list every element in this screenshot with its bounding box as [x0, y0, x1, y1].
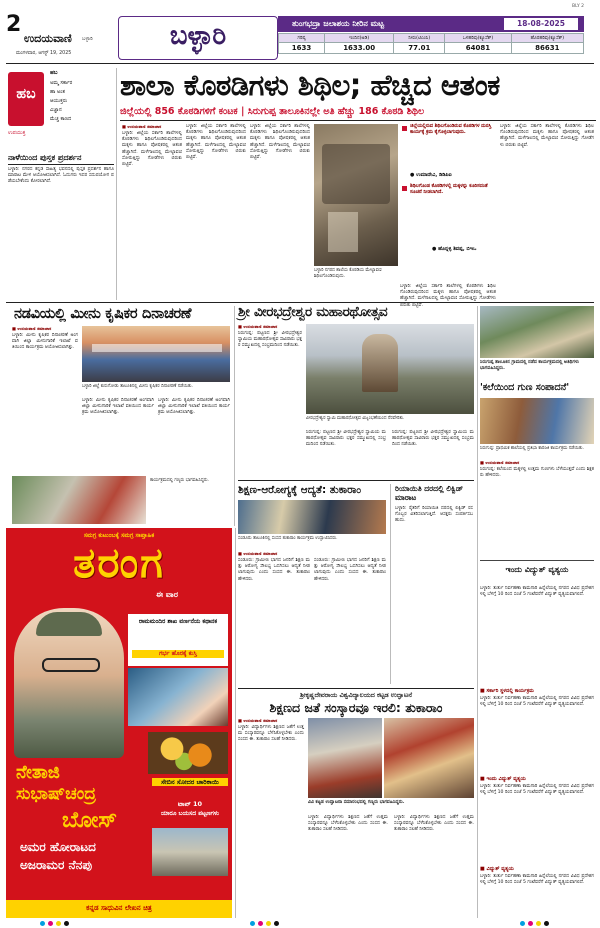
lead-quote-box-2: [402, 184, 498, 280]
story-bottom-body-2: ಬಳ್ಳಾರಿ: ವಿದ್ಯಾರ್ಥಿಗಳು ಶಿಕ್ಷಣದ ಜತೆಗೆ ಉತ್ತಮ ಸಂಸ್ಕಾರವನ್ನೂ ಬೆಳೆಸಿಕೊಳ್ಳಬೇಕು ಎಂದು ಸಂಸದ ಈ. ತುಕಾರಾಂ ಸಲಹೆ ನೀಡಿದರು.: [308, 815, 388, 833]
dam-value: 1633: [279, 43, 325, 54]
lead-photo: [314, 124, 398, 266]
taranga-photo-fruits: [148, 732, 228, 774]
taranga-teaser-3b: ಯಾರೂ ಬಯಸದ ಪಟ್ಟಣಗಳು: [160, 810, 220, 817]
power-box: [480, 560, 594, 583]
story-fish-body-2: ಬಳ್ಳಾರಿ: ಮೀನು ಕೃಷಿಕರ ದಿನಾಚರಣೆ ಅಂಗವಾಗಿ ಜಿಲ್ಲಾ ಮೀನುಗಾರಿಕೆ ಇಲಾಖೆ ವತಿಯಿಂದ ಕಾರ್ಯಕ್ರಮ ಆಯೋಜಿಸಲಾಗಿತ್ತು.: [82, 398, 154, 416]
photo-detail: [362, 334, 398, 392]
story-festival-headline: ಶ್ರೀ ವೀರಭದ್ರೇಶ್ವರ ಮಹಾರಥೋತ್ಸವ: [238, 304, 388, 320]
story-right1-body: ಸಿರುಗುಪ್ಪ: ಕಲೆಯಿಂದ ಮಕ್ಕಳಲ್ಲಿ ಉತ್ತಮ ಗುಣಗಳು ಬೆಳೆಯುತ್ತವೆ ಎಂದು ಶಿಕ್ಷಕರು ಹೇಳಿದರು.: [480, 467, 594, 479]
dam-value-row: [279, 43, 584, 54]
story-health-photo: [238, 500, 386, 534]
ad-small-title: ರಿಯಾಯಿತಿ ದರದಲ್ಲಿ ಲಿಕ್ವಿಡ್ ಮಾರಾಟ: [395, 484, 464, 502]
taranga-footer: [6, 900, 232, 918]
power-title: ಇಂದು ವಿದ್ಯುತ್ ವ್ಯತ್ಯಯ: [505, 565, 569, 574]
sidebar-brand: ಹಬ: [16, 86, 36, 102]
print-mark: [258, 921, 263, 926]
edition-title-box: [118, 16, 278, 60]
story-left-headline: ನಾಳೆಯಿಂದ ಪುಸ್ತಕ ಪ್ರದರ್ಶನ: [8, 153, 82, 162]
dam-table: [278, 33, 584, 54]
taranga-name-3: ಬೋಸ್: [62, 808, 118, 833]
story-bottom-body-3: ಬಳ್ಳಾರಿ: ವಿದ್ಯಾರ್ಥಿಗಳು ಶಿಕ್ಷಣದ ಜತೆಗೆ ಉತ್ತಮ ಸಂಸ್ಕಾರವನ್ನೂ ಬೆಳೆಸಿಕೊಳ್ಳಬೇಕು ಎಂದು ಸಂಸದ ಈ. ತುಕಾರಾಂ ಸಲಹೆ ನೀಡಿದರು.: [394, 815, 474, 833]
lead-body-col3: ಬಳ್ಳಾರಿ: ಜಿಲ್ಲೆಯ ಸರ್ಕಾರಿ ಶಾಲೆಗಳಲ್ಲಿ ಕೊಠಡಿಗಳು ಶಿಥಿಲಗೊಂಡಿರುವುದರಿಂದ ಮಕ್ಕಳು ಹಾಗೂ ಪೋಷಕರಲ್ಲಿ ಆತಂಕ ಹೆಚ್ಚಾಗಿದೆ. ಮಳೆಗಾಲದಲ್ಲಿ ಮೇಲ್ಛಾವಣಿ ಸೋರುತ್ತಿದ್ದು ಗೋಡೆಗಳು ಬಿರುಕು ಬಿಟ್ಟಿವೆ.: [250, 124, 310, 161]
story-health-dateline: ■ ಉದಯವಾಣಿ ಸಮಾಚಾರ: [238, 551, 278, 556]
ad-small-body: ಬಳ್ಳಾರಿ: ರೈತರಿಗೆ ರಿಯಾಯಿತಿ ದರದಲ್ಲಿ ಲಿಕ್ವಿಡ್ ರಸಗೊಬ್ಬರ ವಿತರಿಸಲಾಗುತ್ತಿದೆ. ಆಸಕ್ತರು ಸಂಪರ್ಕಿಸಬಹುದು.: [395, 506, 473, 524]
story-festival-body-2: ಸಿರುಗುಪ್ಪ: ಪಟ್ಟಣದ ಶ್ರೀ ವೀರಭದ್ರೇಶ್ವರ ಸ್ವಾಮಿಯ ಮಹಾರಥೋತ್ಸವ ಸಾವಿರಾರು ಭಕ್ತರ ಸಮ್ಮುಖದಲ್ಲಿ ಸಂಭ್ರಮದಿಂದ ನಡೆಯಿತು.: [306, 430, 386, 448]
print-registration-bar: [0, 918, 600, 928]
sidebar-line: ಅಮ್ಮ ಸರ್ಕಾರ: [50, 80, 73, 86]
lead-body-col5: ಬಳ್ಳಾರಿ: ಜಿಲ್ಲೆಯ ಸರ್ಕಾರಿ ಶಾಲೆಗಳಲ್ಲಿ ಕೊಠಡಿಗಳು ಶಿಥಿಲಗೊಂಡಿರುವುದರಿಂದ ಮಕ್ಕಳು ಹಾಗೂ ಪೋಷಕರಲ್ಲಿ ಆತಂಕ ಹೆಚ್ಚಾಗಿದೆ. ಮಳೆಗಾಲದಲ್ಲಿ ಮೇಲ್ಛಾವಣಿ ಸೋರುತ್ತಿದ್ದು ಗೋಡೆಗಳು ಬಿರುಕು ಬಿಟ್ಟಿವೆ.: [500, 124, 594, 148]
sidebar-brand-sub: ಉಪಯುಕ್ತ: [8, 130, 26, 136]
taranga-teaser-1: ರಾಮಮಂದಿರ ಶಾಖ ವರ್ಣನೆಯ ಕಥಾನಕ: [138, 618, 218, 625]
column-rule: [235, 528, 236, 918]
corner-code: BLY 2: [572, 4, 585, 9]
column-rule: [234, 306, 235, 526]
sidebar-line: ವಿಜ್ಞಾನ: [50, 107, 62, 113]
lead-headline: ಶಾಲಾ ಕೊಠಡಿಗಳು ಶಿಥಿಲ; ಹೆಚ್ಚಿದ ಆತಂಕ: [120, 68, 500, 102]
story-fish-photo-2: [12, 476, 146, 524]
print-mark: [266, 921, 271, 926]
story-bottom-body-1: ಬಳ್ಳಾರಿ: ವಿದ್ಯಾರ್ಥಿಗಳು ಶಿಕ್ಷಣದ ಜತೆಗೆ ಉತ್ತಮ ಸಂಸ್ಕಾರವನ್ನೂ ಬೆಳೆಸಿಕೊಳ್ಳಬೇಕು ಎಂದು ಸಂಸದ ಈ. ತುಕಾರಾಂ ಸಲಹೆ ನೀಡಿದರು.: [238, 725, 304, 743]
taranga-teaser-1b: ಗರ್ಭ ಹೊರಕ್ಕೆ ಕುಸ್ತಿ: [132, 650, 224, 658]
taranga-teaser-2: ಸೇಬಿನ ಸೋದರ ಚಾರಿಕಾಯಿ: [152, 778, 228, 786]
story-festival-body-3: ಸಿರುಗುಪ್ಪ: ಪಟ್ಟಣದ ಶ್ರೀ ವೀರಭದ್ರೇಶ್ವರ ಸ್ವಾಮಿಯ ಮಹಾರಥೋತ್ಸವ ಸಾವಿರಾರು ಭಕ್ತರ ಸಮ್ಮುಖದಲ್ಲಿ ಸಂಭ್ರಮದಿಂದ ನಡೆಯಿತು.: [392, 430, 474, 448]
story-health-body-2: ಸಂಡೂರು: ಗ್ರಾಮೀಣ ಭಾಗದ ಜನರಿಗೆ ಶಿಕ್ಷಣ ಮತ್ತು ಆರೋಗ್ಯ ಸೌಲಭ್ಯ ಒದಗಿಸಲು ಆದ್ಯತೆ ನೀಡಲಾಗುವುದು ಎಂದು ಸಂಸದ ಈ. ತುಕಾರಾಂ ಹೇಳಿದರು.: [314, 558, 386, 582]
story-fish-headline: ನಡವಿಯಲ್ಲಿ ಮೀನು ಕೃಷಿಕರ ದಿನಾಚರಣೆ: [14, 306, 192, 322]
taranga-teaser-3: ಟಾಪ್ 10: [177, 800, 203, 808]
taranga-tagline: ಸಮಗ್ರ ಕುಟುಂಬಕ್ಕೆ ಸಮಗ್ರ ಸಾಪ್ತಾಹಿಕ: [83, 532, 155, 539]
lead-dateline: ■ ಉದಯವಾಣಿ ಸಮಾಚಾರ: [122, 124, 162, 129]
power-sub-3: ■ ವಿದ್ಯುತ್ ವ್ಯತ್ಯಯ: [480, 866, 514, 872]
sidebar-line: ಮೆಚ್ಚ ಕಾಣದ: [50, 116, 72, 122]
story-health-body-1: ಸಂಡೂರು: ಗ್ರಾಮೀಣ ಭಾಗದ ಜನರಿಗೆ ಶಿಕ್ಷಣ ಮತ್ತು ಆರೋಗ್ಯ ಸೌಲಭ್ಯ ಒದಗಿಸಲು ಆದ್ಯತೆ ನೀಡಲಾಗುವುದು ಎಂದು ಸಂಸದ ಈ. ತುಕಾರಾಂ ಹೇಳಿದರು.: [238, 558, 310, 582]
story-fish-photo-caption: ಬಳ್ಳಾರಿ ಜಿಲ್ಲೆ ಕುರುಗೋಡು ತಾಲೂಕಿನಲ್ಲಿ ಮೀನು ಕೃಷಿಕರ ದಿನಾಚರಣೆ ನಡೆಯಿತು.: [82, 384, 193, 389]
taranga-sub-1: ಅಮರ ಹೋರಾಟದ: [20, 840, 96, 854]
taranga-teaser-box-1: [128, 614, 228, 666]
sidebar-line: ಆಯುಕ್ತರು: [50, 98, 68, 104]
power-body-4: ಬಳ್ಳಾರಿ: ತುರ್ತು ನಿರ್ವಹಣಾ ಕಾಮಗಾರಿ ಹಿನ್ನೆಲೆಯಲ್ಲಿ ನಗರದ ವಿವಿಧ ಪ್ರದೇಶಗಳಲ್ಲಿ ಬೆಳಗ್ಗೆ 10 ರಿಂದ ಸಂಜೆ 5 ಗಂಟೆವರೆಗೆ ವಿದ್ಯುತ್ ವ್ಯತ್ಯಯವಾಗಲಿದೆ.: [480, 874, 594, 886]
lead-body-col1: ಬಳ್ಳಾರಿ: ಜಿಲ್ಲೆಯ ಸರ್ಕಾರಿ ಶಾಲೆಗಳಲ್ಲಿ ಕೊಠಡಿಗಳು ಶಿಥಿಲಗೊಂಡಿರುವುದರಿಂದ ಮಕ್ಕಳು ಹಾಗೂ ಪೋಷಕರಲ್ಲಿ ಆತಂಕ ಹೆಚ್ಚಾಗಿದೆ. ಮಳೆಗಾಲದಲ್ಲಿ ಮೇಲ್ಛಾವಣಿ ಸೋರುತ್ತಿದ್ದು ಗೋಡೆಗಳು ಬಿರುಕು ಬಿಟ್ಟಿವೆ.: [122, 131, 182, 168]
paper-name: ಉದಯವಾಣಿ: [24, 32, 72, 45]
photo-detail: [322, 144, 390, 204]
dam-col-header: ಒಳಹರಿವು(ಕ್ಯೂಸೆಕ್): [445, 34, 511, 43]
print-mark: [536, 921, 541, 926]
print-mark: [48, 921, 53, 926]
sidebar-logo: [8, 72, 44, 126]
power-sub-2: ■ ಇಂದು ವಿದ್ಯುತ್ ವ್ಯತ್ಯಯ: [480, 776, 526, 782]
ad-small-box: [390, 484, 475, 684]
story-bottom-headline: ಶಿಕ್ಷಣದ ಜತೆ ಸಂಸ್ಕಾರವೂ ಇರಲಿ: ತುಕಾರಾಂ: [269, 700, 443, 715]
sidebar-badge: [6, 68, 114, 152]
lead-quote-1-by: ● ಉಮಾದೇವಿ, ಡಿಡಿಪಿಐ: [410, 172, 452, 178]
edition-title: ಬಳ್ಳಾರಿ: [169, 21, 227, 51]
taranga-sub-2: ಅಜರಾಮರ ನೆನಪು: [20, 858, 93, 872]
sidebar-line: ಹಾ ಅಂತ: [50, 89, 65, 95]
story-bottom-dateline: ■ ಉದಯವಾಣಿ ಸಮಾಚಾರ: [238, 718, 278, 723]
story-fish-body-1: ಬಳ್ಳಾರಿ: ಮೀನು ಕೃಷಿಕರ ದಿನಾಚರಣೆ ಅಂಗವಾಗಿ ಜಿಲ್ಲಾ ಮೀನುಗಾರಿಕೆ ಇಲಾಖೆ ವತಿಯಿಂದ ಕಾರ್ಯಕ್ರಮ ಆಯೋಜಿಸಲಾಗಿತ್ತು.: [12, 333, 78, 351]
story-right1-photo: [480, 306, 594, 358]
dam-value: 86631: [511, 43, 583, 54]
dam-col-header: ಇಂದಿನ(ಅಡಿ): [324, 34, 393, 43]
lead-quote-2: ಶಿಥಿಲಗೊಂಡ ಕೊಠಡಿಗಳಲ್ಲಿ ಮಕ್ಕಳನ್ನು ಕೂರಿಸದಂತೆ ಸೂಚನೆ ನೀಡಲಾಗಿದೆ.: [410, 184, 488, 195]
story-fish-body-3: ಬಳ್ಳಾರಿ: ಮೀನು ಕೃಷಿಕರ ದಿನಾಚರಣೆ ಅಂಗವಾಗಿ ಜಿಲ್ಲಾ ಮೀನುಗಾರಿಕೆ ಇಲಾಖೆ ವತಿಯಿಂದ ಕಾರ್ಯಕ್ರಮ ಆಯೋಜಿಸಲಾಗಿತ್ತು.: [158, 398, 230, 416]
paper-sub: ಬಳ್ಳಾರಿ: [82, 36, 93, 42]
story-festival-photo-caption: ವೀರಭದ್ರೇಶ್ವರ ಸ್ವಾಮಿ ಮಹಾರಥೋತ್ಸವ ವಿಜೃಂಭಣೆಯಿಂದ ನೆರವೇರಿತು.: [306, 416, 405, 421]
masthead-rule: [6, 63, 594, 64]
section-rule: [6, 302, 594, 303]
taranga-portrait: [14, 608, 124, 758]
story-fish-dateline: ■ ಉದಯವಾಣಿ ಸಮಾಚಾರ: [12, 326, 52, 331]
column-rule: [116, 68, 117, 300]
masthead: [0, 0, 600, 62]
story-bottom-photo-caption: ವಿವಿ ಕಟ್ಟಡ ಉದ್ಘಾಟನಾ ಸಮಾರಂಭದಲ್ಲಿ ಗಣ್ಯರು ಭಾಗವಹಿಸಿದ್ದರು.: [308, 800, 405, 805]
power-body-3: ಬಳ್ಳಾರಿ: ತುರ್ತು ನಿರ್ವಹಣಾ ಕಾಮಗಾರಿ ಹಿನ್ನೆಲೆಯಲ್ಲಿ ನಗರದ ವಿವಿಧ ಪ್ರದೇಶಗಳಲ್ಲಿ ಬೆಳಗ್ಗೆ 10 ರಿಂದ ಸಂಜೆ 5 ಗಂಟೆವರೆಗೆ ವಿದ್ಯುತ್ ವ್ಯತ್ಯಯವಾಗಲಿದೆ.: [480, 784, 594, 796]
photo-detail: [92, 344, 222, 352]
story-fish-photo-2-caption: ಕಾರ್ಯಕ್ರಮದಲ್ಲಿ ಗಣ್ಯರು ಭಾಗವಹಿಸಿದ್ದರು.: [150, 478, 210, 483]
taranga-day: ಈ ವಾರ: [156, 590, 178, 599]
taranga-ad: [6, 528, 232, 918]
power-body-1: ಬಳ್ಳಾರಿ: ತುರ್ತು ನಿರ್ವಹಣಾ ಕಾಮಗಾರಿ ಹಿನ್ನೆಲೆಯಲ್ಲಿ ನಗರದ ವಿವಿಧ ಪ್ರದೇಶಗಳಲ್ಲಿ ಬೆಳಗ್ಗೆ 10 ರಿಂದ ಸಂಜೆ 5 ಗಂಟೆವರೆಗೆ ವಿದ್ಯುತ್ ವ್ಯತ್ಯಯವಾಗಲಿದೆ.: [480, 586, 594, 598]
story-right1-photo-2: [480, 398, 594, 444]
lead-quote-2-by: ● ಹೊನ್ನಳ್ಳಿ ಶಿವಪ್ಪ, ಬಿಇಒ: [432, 246, 477, 252]
print-mark: [274, 921, 279, 926]
story-right1-dateline: ■ ಉದಯವಾಣಿ ಸಮಾಚಾರ: [480, 460, 520, 465]
lead-quote-box-1: [402, 124, 498, 182]
dam-col-header: ಗರಿಷ್ಠ: [279, 34, 325, 43]
story-right1-headline: 'ಕಲೆಯಿಂದ ಗುಣ ಸಂಪಾದನೆ': [480, 382, 570, 393]
lead-quote-1: ಜಿಲ್ಲೆಯಲ್ಲಿರುವ ಶಿಥಿಲಗೊಂಡಿರುವ ಕೊಠಡಿಗಳ ದುರಸ್ತಿ ಕಾರ್ಯಕ್ಕೆ ಕ್ರಮ ಕೈಗೊಳ್ಳಲಾಗುವುದು.: [410, 124, 492, 135]
power-sub-1: ■ ಸರ್ಕಾರಿ ಸ್ಥಳದಲ್ಲಿ ಕಾರ್ಯಕ್ರಮ: [480, 688, 534, 694]
story-right1-caption: ಸಿರುಗುಪ್ಪ ತಾಲೂಕಿನ ಗ್ರಾಮದಲ್ಲಿ ನಡೆದ ಕಾರ್ಯಕ್ರಮದಲ್ಲಿ ಅತಿಥಿಗಳು ಭಾಗವಹಿಸಿದ್ದರು.: [480, 360, 579, 371]
column-rule: [477, 306, 478, 918]
story-festival-photo: [306, 324, 474, 414]
dam-value: 77.01: [394, 43, 445, 54]
portrait-glasses: [42, 658, 100, 672]
taranga-title: ತರಂಗ: [73, 538, 165, 587]
story-bottom-kicker: ಶ್ರೀಕೃಷ್ಣದೇವರಾಯ ವಿಶ್ವವಿದ್ಯಾಲಯದ ಕಟ್ಟಡ ಉದ್ಘಾಟನೆ: [299, 691, 413, 699]
dam-header-row: [279, 34, 584, 43]
story-bottom-photo-2: [384, 718, 474, 798]
sidebar-lines: [50, 70, 112, 125]
print-mark: [520, 921, 525, 926]
quote-icon: [402, 186, 407, 191]
dam-value: 1633.00: [324, 43, 393, 54]
portrait-cap: [36, 612, 102, 636]
dam-col-header: ಹೊರಹರಿವು(ಕ್ಯೂಸೆಕ್): [511, 34, 583, 43]
story-left-body: ಬಳ್ಳಾರಿ: ನಗರದ ಕನ್ನಡ ಸಾಹಿತ್ಯ ಭವನದಲ್ಲಿ ಪುಸ್ತಕ ಪ್ರದರ್ಶನ ಹಾಗೂ ಮಾರಾಟ ಮೇಳ ಆಯೋಜಿಸಲಾಗಿದೆ. ಓದುಗರು ಇದರ ಸದುಪಯೋಗ ಪಡೆಯಬೇಕೆಂದು ಕೋರಲಾಗಿದೆ.: [8, 167, 114, 185]
dam-header: [278, 16, 584, 32]
story-health-photo-caption: ಸಂಡೂರು ತಾಲೂಕಿನಲ್ಲಿ ಸಂಸದ ತುಕಾರಾಂ ಕಾರ್ಯಕ್ರಮ ಉದ್ಘಾಟಿಸಿದರು.: [238, 536, 338, 541]
lead-photo-caption: ಬಳ್ಳಾರಿ ನಗರದ ಶಾಲೆಯ ಕೊಠಡಿಯ ಮೇಲ್ಛಾವಣಿ ಶಿಥಿಲಗೊಂಡಿರುವುದು.: [314, 268, 382, 279]
photo-detail: [328, 212, 358, 252]
story-bottom-photo-1: [308, 718, 382, 798]
story-fish-photo: [82, 326, 230, 382]
print-mark: [64, 921, 69, 926]
dam-date: 18-08-2025: [504, 18, 578, 30]
quote-icon: [402, 126, 407, 131]
power-body-2: ಬಳ್ಳಾರಿ: ತುರ್ತು ನಿರ್ವಹಣಾ ಕಾಮಗಾರಿ ಹಿನ್ನೆಲೆಯಲ್ಲಿ ನಗರದ ವಿವಿಧ ಪ್ರದೇಶಗಳಲ್ಲಿ ಬೆಳಗ್ಗೆ 10 ರಿಂದ ಸಂಜೆ 5 ಗಂಟೆವರೆಗೆ ವಿದ್ಯುತ್ ವ್ಯತ್ಯಯವಾಗಲಿದೆ.: [480, 696, 594, 708]
print-mark: [40, 921, 45, 926]
dam-value: 64081: [445, 43, 511, 54]
lead-body-col4: ಬಳ್ಳಾರಿ: ಜಿಲ್ಲೆಯ ಸರ್ಕಾರಿ ಶಾಲೆಗಳಲ್ಲಿ ಕೊಠಡಿಗಳು ಶಿಥಿಲಗೊಂಡಿರುವುದರಿಂದ ಮಕ್ಕಳು ಹಾಗೂ ಪೋಷಕರಲ್ಲಿ ಆತಂಕ ಹೆಚ್ಚಾಗಿದೆ. ಮಳೆಗಾಲದಲ್ಲಿ ಮೇಲ್ಛಾವಣಿ ಸೋರುತ್ತಿದ್ದು ಗೋಡೆಗಳು ಬಿರುಕು ಬಿಟ್ಟಿವೆ.: [400, 284, 496, 308]
taranga-name-1: ನೇತಾಜಿ: [16, 762, 60, 783]
dam-title: ತುಂಗಭದ್ರಾ ಜಲಾಶಯ ನೀರಿನ ಮಟ್ಟ: [292, 19, 384, 28]
print-mark: [56, 921, 61, 926]
story-health-headline: ಶಿಕ್ಷಣ-ಆರೋಗ್ಯಕ್ಕೆ ಆದ್ಯತೆ: ತುಕಾರಾಂ: [238, 484, 362, 496]
taranga-photo-town: [152, 828, 228, 876]
section-rule: [238, 688, 474, 689]
dam-col-header: ನೀರು(ಟಿಎಂಸಿ): [394, 34, 445, 43]
taranga-photo-girl: [128, 668, 228, 726]
lead-body-col2: ಬಳ್ಳಾರಿ: ಜಿಲ್ಲೆಯ ಸರ್ಕಾರಿ ಶಾಲೆಗಳಲ್ಲಿ ಕೊಠಡಿಗಳು ಶಿಥಿಲಗೊಂಡಿರುವುದರಿಂದ ಮಕ್ಕಳು ಹಾಗೂ ಪೋಷಕರಲ್ಲಿ ಆತಂಕ ಹೆಚ್ಚಾಗಿದೆ. ಮಳೆಗಾಲದಲ್ಲಿ ಮೇಲ್ಛಾವಣಿ ಸೋರುತ್ತಿದ್ದು ಗೋಡೆಗಳು ಬಿರುಕು ಬಿಟ್ಟಿವೆ.: [186, 124, 246, 161]
section-rule: [238, 480, 474, 481]
taranga-name-2: ಸುಭಾಷ್‌ಚಂದ್ರ: [16, 784, 96, 804]
print-mark: [528, 921, 533, 926]
story-right1-photo-caption: ಸಿರುಗುಪ್ಪ: ಪ್ರಾಥಮಿಕ ಶಾಲೆಯಲ್ಲಿ ಪ್ರತಿಭಾ ಕಾರಂಜಿ ಕಾರ್ಯಕ್ರಮ ನಡೆಯಿತು.: [480, 446, 584, 451]
print-mark: [544, 921, 549, 926]
story-left-rule: [8, 164, 114, 165]
story-festival-body-1: ಸಿರುಗುಪ್ಪ: ಪಟ್ಟಣದ ಶ್ರೀ ವೀರಭದ್ರೇಶ್ವರ ಸ್ವಾಮಿಯ ಮಹಾರಥೋತ್ಸವ ಸಾವಿರಾರು ಭಕ್ತರ ಸಮ್ಮುಖದಲ್ಲಿ ಸಂಭ್ರಮದಿಂದ ನಡೆಯಿತು.: [238, 331, 302, 349]
story-festival-dateline: ■ ಉದಯವಾಣಿ ಸಮಾಚಾರ: [238, 324, 278, 329]
lead-rule: [120, 120, 596, 121]
date-line: ಮಂಗಳವಾರ, ಆಗಸ್ಟ್ 19, 2025: [16, 51, 72, 56]
lead-subhead: ಜಿಲ್ಲೆಯಲ್ಲಿ 856 ಕೊಠಡಿಗಳಿಗೆ ಕಂಟಕ | ಸಿರುಗುಪ್ಪ ತಾಲೂಕಿನಲ್ಲೇ ಅತಿ ಹೆಚ್ಚು 186 ಕೊಠಡಿ ಶಿಥಿಲ: [120, 106, 425, 117]
print-mark: [250, 921, 255, 926]
page-number: 2: [6, 12, 22, 37]
taranga-footer-text: ಕನ್ನಡ ಸಾಧುವಿನ ಲೇಖನ ಚಿತ್ರ: [86, 904, 152, 912]
sidebar-line: ಹಬ: [50, 70, 58, 76]
